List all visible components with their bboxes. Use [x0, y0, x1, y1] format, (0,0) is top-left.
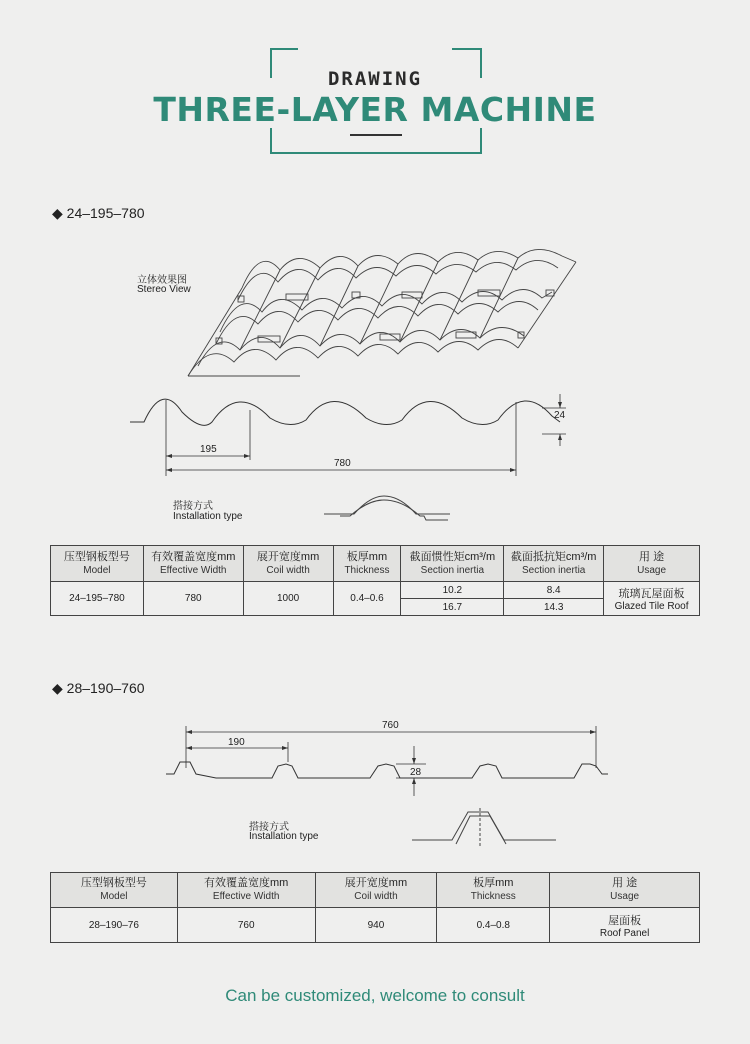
header-subtitle: DRAWING [327, 68, 423, 90]
section2-heading: ◆ 28–190–760 [52, 680, 145, 696]
header-frame-line [270, 152, 482, 154]
header-frame-line [270, 48, 298, 50]
col-header-section-inertia: 截面惯性矩cm³/m Section inertia [401, 546, 504, 582]
col-header-usage: 用 途 Usage [604, 546, 700, 582]
cell-effective-width: 760 [177, 908, 315, 943]
footer-consult-text: Can be customized, welcome to consult [225, 986, 525, 1005]
col-header-section-resistance: 截面抵抗矩cm³/m Section inertia [504, 546, 604, 582]
dim-width-760: 760 [382, 720, 399, 731]
header-frame-line [480, 128, 482, 154]
cell-model: 28–190–76 [51, 908, 178, 943]
page-title: THREE-LAYER MACHINE [153, 90, 597, 129]
installation-type-drawing-2 [408, 806, 560, 850]
stereo-view-label-en: Stereo View [137, 284, 191, 295]
cell-coil-width: 1000 [243, 582, 333, 616]
cell-thickness: 0.4–0.8 [437, 908, 550, 943]
col-header-thickness: 板厚mm Thickness [437, 873, 550, 908]
col-header-usage: 用 途 Usage [550, 873, 700, 908]
dim-pitch-195: 195 [200, 444, 217, 455]
stereo-view-label-cn: 立体效果图 [137, 275, 187, 286]
cell-model: 24–195–780 [51, 582, 144, 616]
col-header-thickness: 板厚mm Thickness [333, 546, 401, 582]
profile-drawing-24-195-780 [120, 388, 580, 480]
cell-inertia-2: 16.7 [401, 599, 504, 616]
cell-effective-width: 780 [143, 582, 243, 616]
cell-thickness: 0.4–0.6 [333, 582, 401, 616]
cell-usage: 琉璃瓦屋面板 Glazed Tile Roof [604, 582, 700, 616]
col-header-coil-width: 展开宽度mm Coil width [315, 873, 437, 908]
cell-resist-1: 8.4 [504, 582, 604, 599]
col-header-effective-width: 有效覆盖宽度mm Effective Width [177, 873, 315, 908]
col-header-model: 压型钢板型号 Model [51, 546, 144, 582]
cell-usage: 屋面板 Roof Panel [550, 908, 700, 943]
col-header-effective-width: 有效覆盖宽度mm Effective Width [143, 546, 243, 582]
col-header-coil-width: 展开宽度mm Coil width [243, 546, 333, 582]
stereo-view-drawing [180, 248, 580, 380]
install-type-label-en: Installation type [173, 511, 243, 522]
header-underline [350, 134, 402, 136]
dim-width-780: 780 [334, 458, 351, 469]
cell-resist-2: 14.3 [504, 599, 604, 616]
dim-height-28: 28 [410, 767, 422, 778]
dim-height-24: 24 [554, 410, 566, 421]
install-type-label-cn-2: 搭接方式 [249, 822, 289, 833]
cell-coil-width: 940 [315, 908, 437, 943]
section1-heading: ◆ 24–195–780 [52, 205, 145, 221]
header-frame-line [452, 48, 482, 50]
install-type-label-en-2: Installation type [249, 831, 319, 842]
spec-table-28-190-760 [50, 872, 700, 943]
spec-table-24-195-780 [50, 545, 700, 616]
cell-inertia-1: 10.2 [401, 582, 504, 599]
col-header-model: 压型钢板型号 Model [51, 873, 178, 908]
installation-type-drawing-1 [320, 488, 454, 524]
dim-pitch-190: 190 [228, 737, 245, 748]
header-frame-line [270, 128, 272, 154]
profile-drawing-28-190-760 [160, 712, 620, 800]
install-type-label-cn: 搭接方式 [173, 501, 213, 512]
